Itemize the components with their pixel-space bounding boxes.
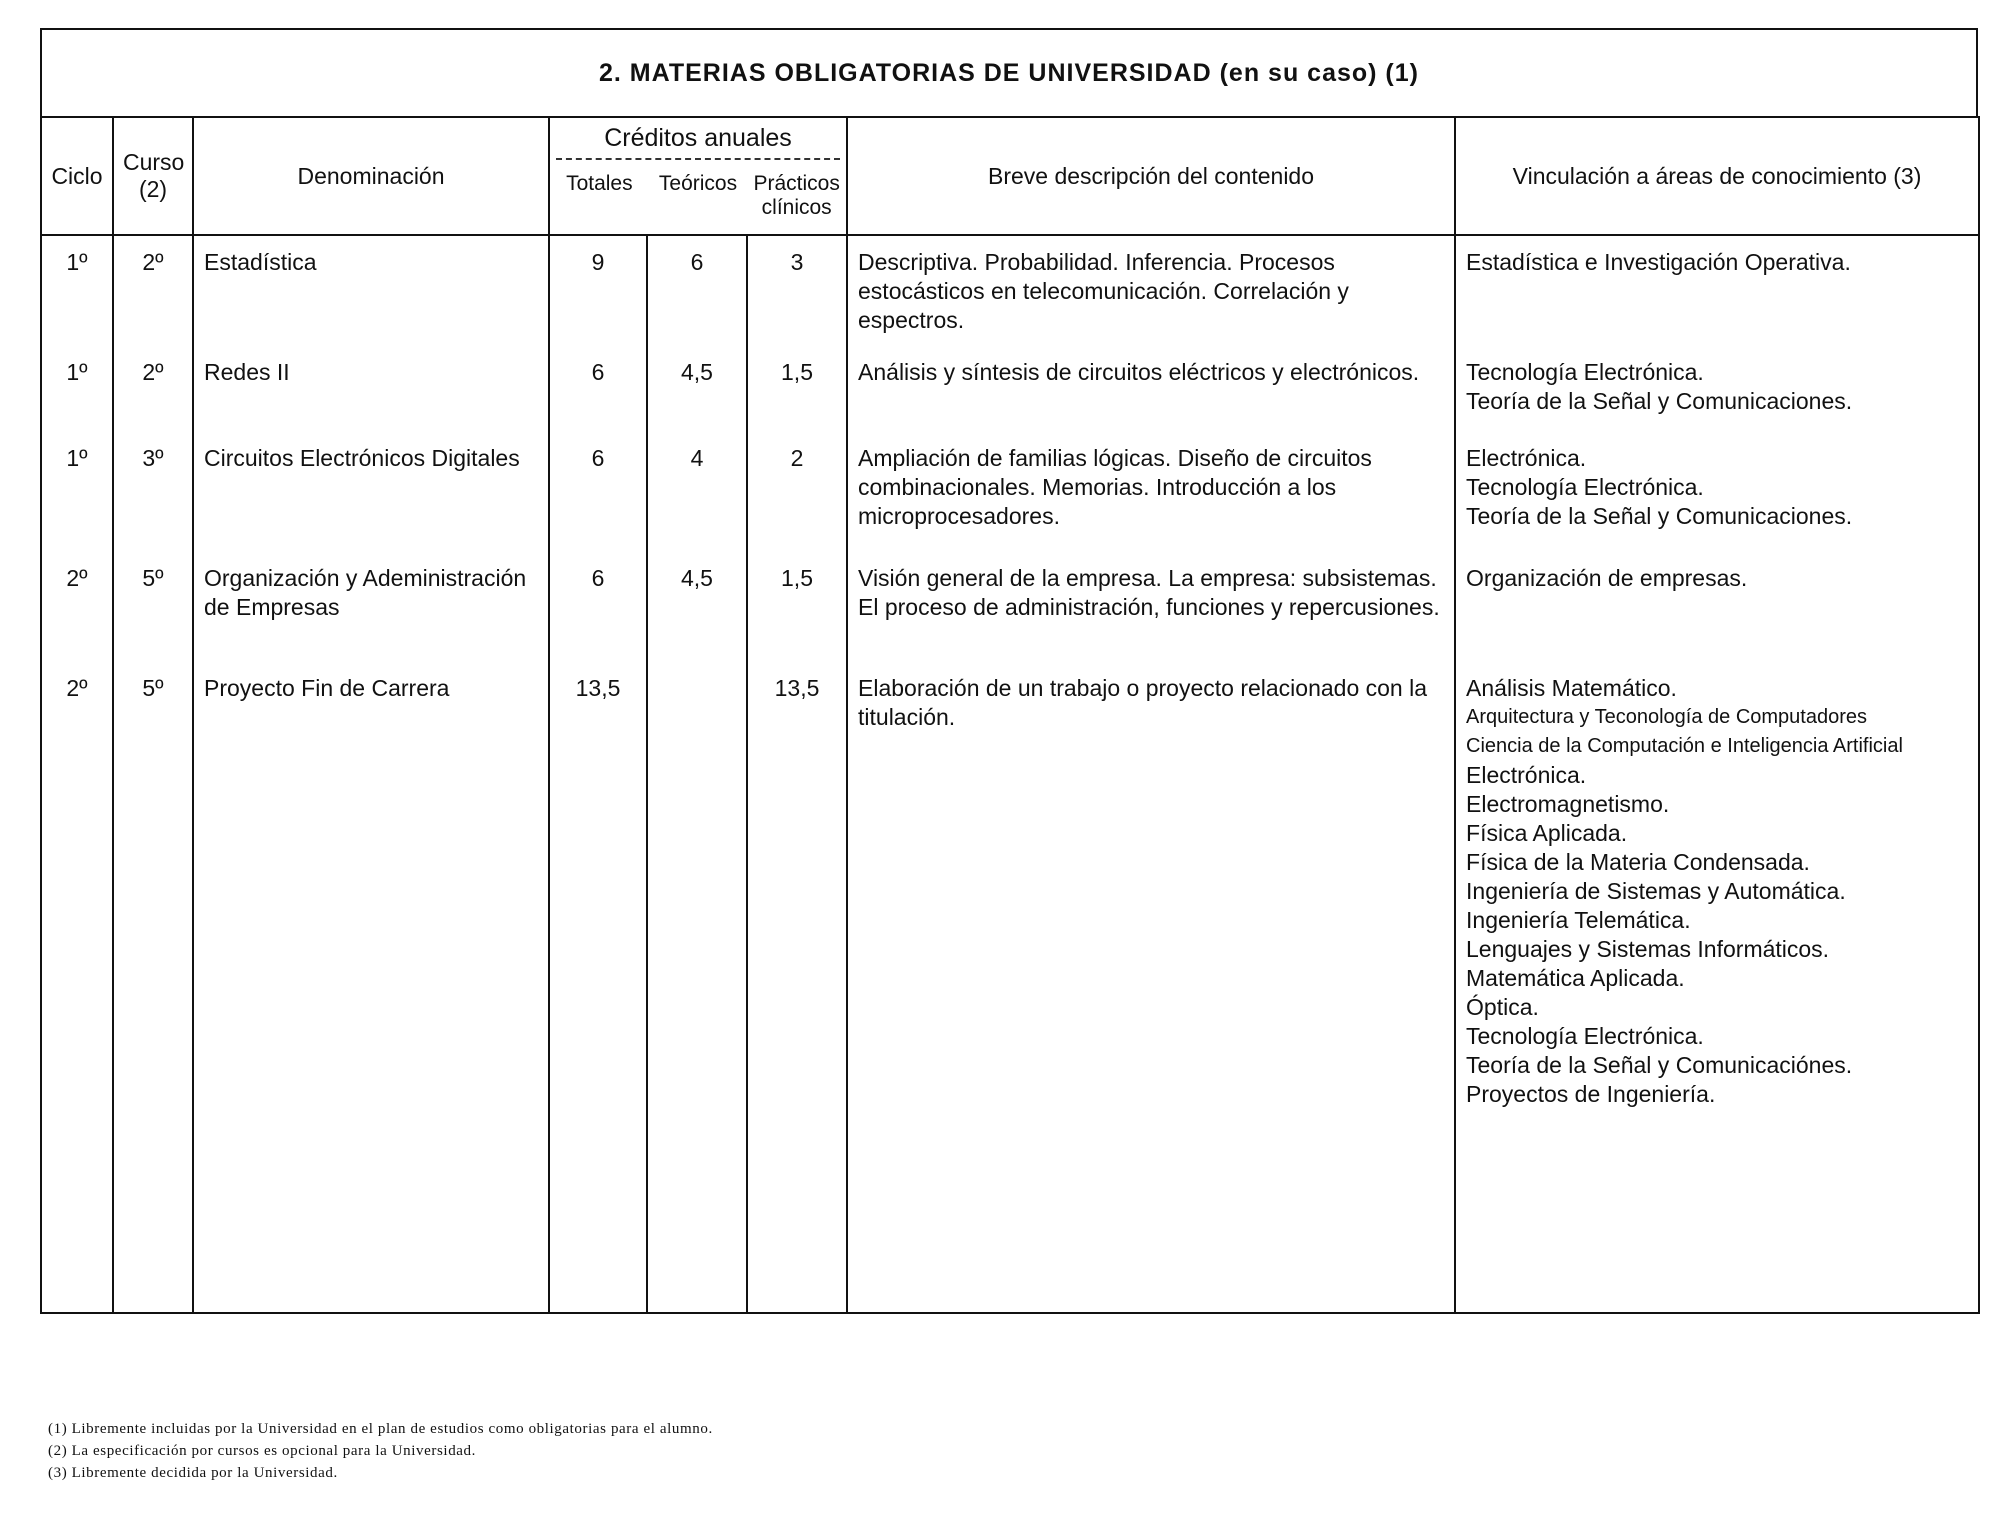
table-row [41,662,1979,1313]
footnote-3: (3) Libremente decidida por la Universidad. [48,1465,338,1481]
footnotes [48,1418,713,1484]
table-row [41,432,1979,552]
area-item: Ingeniería de Sistemas y Automática. [1466,878,1846,904]
header-descripcion: Breve descripción del contenido [847,117,1455,235]
totales-cell: 6 [591,445,605,471]
header-denominacion: Denominación [193,117,549,235]
ciclo-cell: 1º [66,445,88,471]
area-item: Electromagnetismo. [1466,791,1670,817]
header-creditos [549,117,847,235]
totales-cell: 6 [591,565,605,591]
ciclo-cell: 2º [66,675,88,701]
area-item: Proyectos de Ingeniería. [1466,1081,1716,1107]
curso-cell: 5º [142,675,164,701]
teoricos-cell [648,662,746,674]
area-item: Física de la Materia Condensada. [1466,849,1810,875]
subjects-table-frame [40,28,1976,1348]
area-item: Óptica. [1466,994,1539,1020]
footnote-1: (1) Libremente incluidas por la Universidad en el plan de estudios como obligatorias para el alumno. [48,1421,713,1437]
ciclo-cell: 1º [66,249,88,275]
denominacion-cell: Circuitos Electrónicos Digitales [204,445,520,471]
descripcion-cell: Ampliación de familias lógicas. Diseño de circuitos combinacionales. Memorias. Introducción a los microprocesadores. [858,445,1372,529]
header-vinculacion: Vinculación a áreas de conocimiento (3) [1455,117,1979,235]
area-item: Teoría de la Señal y Comunicaciones. [1466,388,1853,414]
denominacion-cell: Estadística [204,249,317,275]
ciclo-cell: 1º [66,359,88,385]
practicos-cell: 1,5 [781,359,813,385]
area-item: Teoría de la Señal y Comunicaciones. [1466,503,1853,529]
area-item: Electrónica. [1466,445,1587,471]
teoricos-cell: 6 [690,249,704,275]
totales-cell: 9 [591,249,605,275]
areas-cell [1456,662,1978,1109]
areas-cell [1456,432,1978,531]
header-practicos: Prácticos clínicos [753,172,840,219]
area-item: Tecnología Electrónica. [1466,359,1704,385]
practicos-cell: 13,5 [774,675,820,701]
areas-cell [1456,346,1978,416]
areas-cell [1456,552,1978,593]
area-item: Ingeniería Telemática. [1466,907,1691,933]
area-item: Organización de empresas. [1466,565,1748,591]
area-item: Lenguajes y Sistemas Informáticos. [1466,936,1830,962]
curso-cell: 2º [142,249,164,275]
header-totales: Totales [566,172,633,195]
curso-cell: 3º [142,445,164,471]
area-item: Tecnología Electrónica. [1466,474,1704,500]
practicos-cell: 1,5 [781,565,813,591]
area-item: Arquitectura y Teconología de Computadores [1466,706,1868,728]
table-row [41,235,1979,346]
header-curso-label: Curso (2) [123,149,185,202]
table-row [41,552,1979,662]
footnote-2: (2) La especificación por cursos es opcional para la Universidad. [48,1443,477,1459]
totales-cell: 13,5 [575,675,621,701]
header-creditos-label: Créditos anuales [604,123,792,152]
teoricos-cell: 4,5 [681,565,713,591]
area-item: Ciencia de la Computación e Inteligencia Artificial [1466,735,1903,757]
teoricos-cell: 4 [690,445,704,471]
denominacion-cell: Redes II [204,359,290,385]
area-item: Teoría de la Señal y Comunicaciónes. [1466,1052,1853,1078]
teoricos-cell: 4,5 [681,359,713,385]
area-item: Matemática Aplicada. [1466,965,1685,991]
area-item: Análisis Matemático. [1466,675,1677,701]
curso-cell: 5º [142,565,164,591]
table-title: 2. MATERIAS OBLIGATORIAS DE UNIVERSIDAD (en su caso) (1) [40,28,1978,116]
denominacion-cell: Proyecto Fin de Carrera [204,675,450,701]
area-item: Tecnología Electrónica. [1466,1023,1704,1049]
table-row [41,346,1979,432]
area-item: Electrónica. [1466,762,1587,788]
header-curso [113,117,193,235]
header-row [41,117,1979,235]
subjects-table [40,116,1980,1314]
areas-cell [1456,236,1978,277]
area-item: Estadística e Investigación Operativa. [1466,249,1851,275]
area-item: Física Aplicada. [1466,820,1628,846]
totales-cell: 6 [591,359,605,385]
descripcion-cell: Análisis y síntesis de circuitos eléctricos y electrónicos. [858,359,1420,385]
header-teoricos: Teóricos [658,172,738,195]
ciclo-cell: 2º [66,565,88,591]
curso-cell: 2º [142,359,164,385]
denominacion-cell: Organización y Adeministración de Empresas [204,565,527,620]
descripcion-cell: Elaboración de un trabajo o proyecto relacionado con la titulación. [858,675,1428,730]
header-ciclo: Ciclo [41,117,113,235]
practicos-cell: 2 [790,445,804,471]
descripcion-cell: Descriptiva. Probabilidad. Inferencia. Procesos estocásticos en telecomunicación. Correlación y espectros. [858,249,1349,333]
descripcion-cell: Visión general de la empresa. La empresa: subsistemas. El proceso de administración, funciones y repercusiones. [858,565,1440,620]
practicos-cell: 3 [790,249,804,275]
